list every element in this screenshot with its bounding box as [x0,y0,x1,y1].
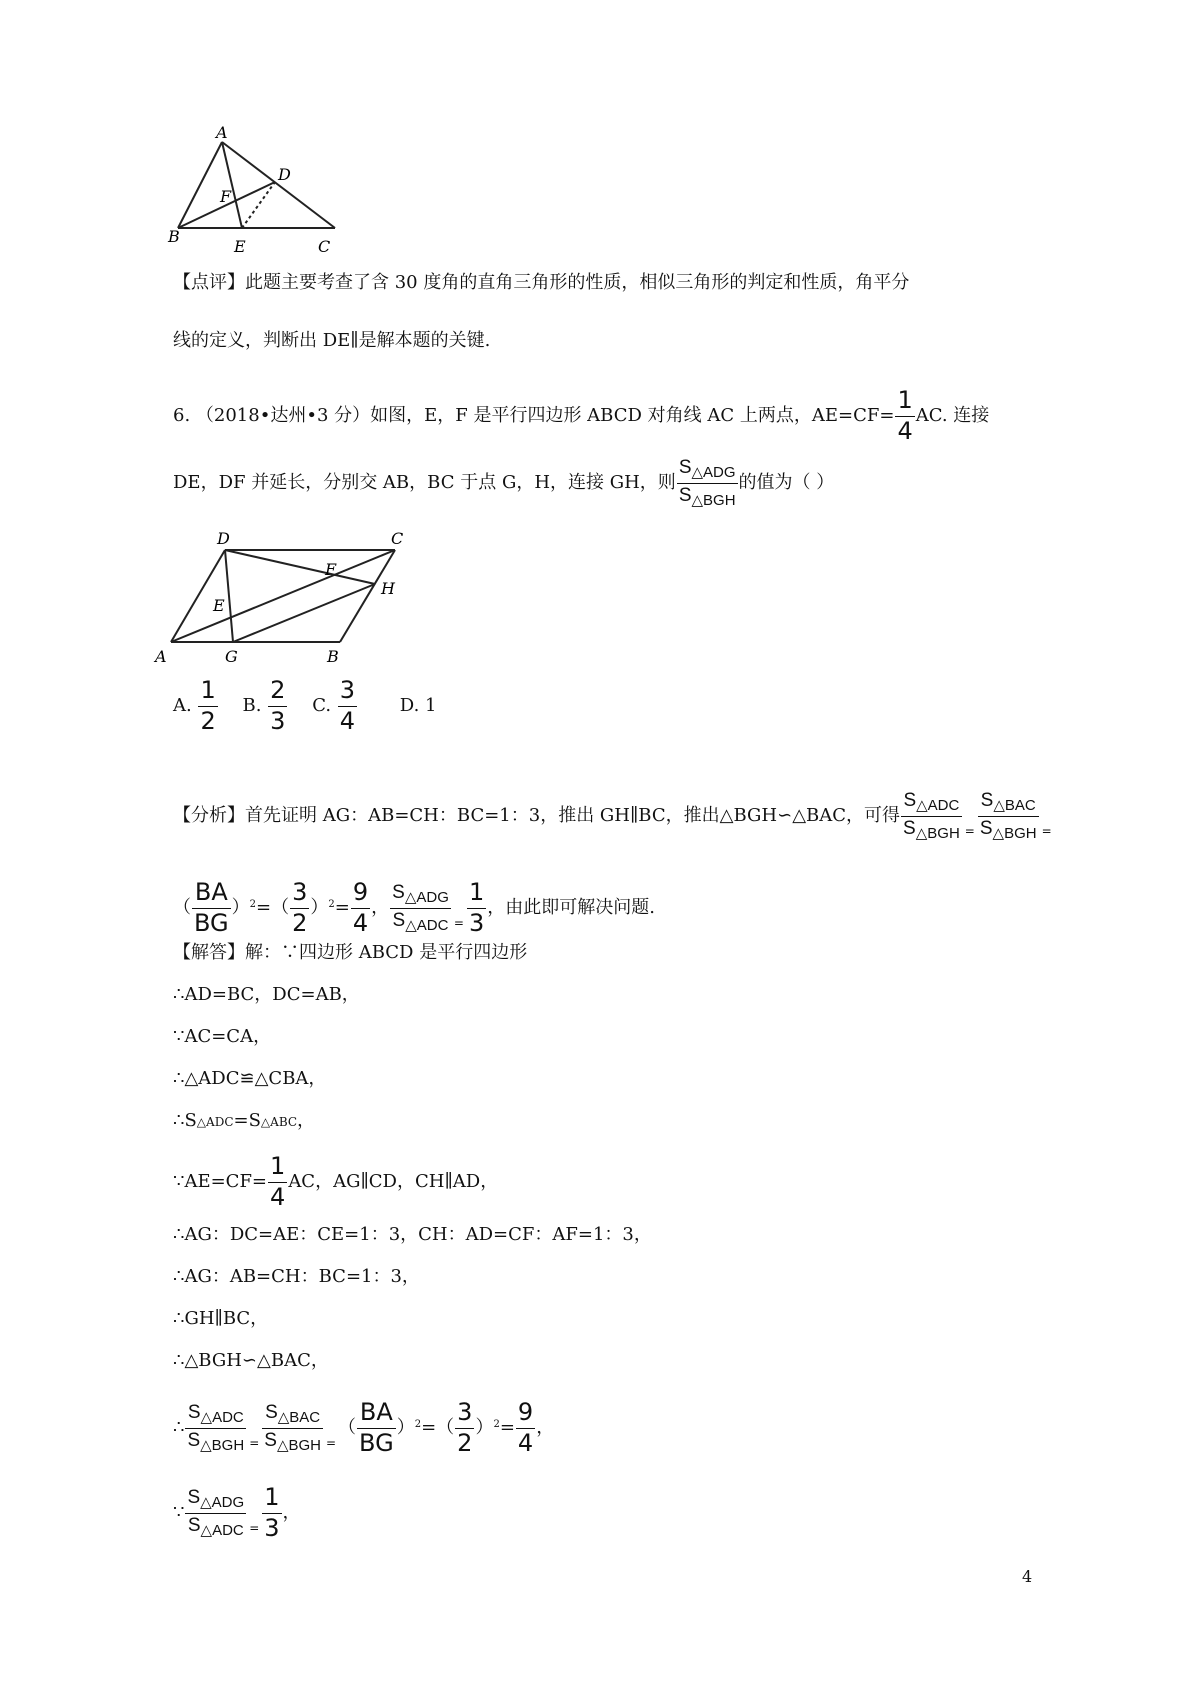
label-b: B [168,227,180,246]
solution-line-9: ∴△BGH∽△BAC， [173,1350,329,1371]
solution-line-11: ∵ $\frac{S_{\triangle ADG}}{S_{\triangle ADC}}$ $_=$ $\frac{1}{3}$ ， [173,1483,301,1542]
label-c: C [318,237,331,256]
comment-line-2: 线的定义，判断出 DE∥是解本题的关键. [173,330,491,351]
option-c: C. [312,695,332,716]
label-h2: H [381,579,395,598]
label-d: D [278,165,291,184]
question-line-2: DE，DF 并延长，分别交 AB，BC 于点 G，H，连接 GH，则 $\frac{S_{\triangle ADG}}{S_{\triangle BGH}}$ 的值为（ ） [173,456,835,509]
solution-line-5: ∵AE=CF= $\frac{1}{4}$ AC，AG∥CD，CH∥AD， [173,1152,499,1211]
options-row [173,676,436,736]
label-b2: B [327,647,339,666]
solution-line-4: ∴S△ADC=S△ABC， [173,1110,316,1131]
question-line-1: 6. （2018•达州•3 分）如图，E，F 是平行四边形 ABCD 对角线 AC 上两点，AE=CF= $\frac{1}{4}$ AC. 连接 [173,386,990,445]
label-f2: F [325,560,337,579]
analysis-line-2: （ $\frac{BA}{BG}$ ）$^2$=（ $\frac{3}{2}$ ）$^2$= $\frac{9}{4}$ ， $\frac{S_{\triangle ADG}}{S_{\triangle ADC}}$ $_=$ $\frac{1}{3}$ ，由此即可解决问题. [173,878,655,937]
label-a2: A [155,647,167,666]
solution-line-6: ∴AG：DC=AE：CE=1：3，CH：AD=CF：AF=1：3， [173,1224,652,1245]
parallelogram-figure [155,529,415,667]
option-a-fraction: $\frac{1}{2}$ [200,676,216,735]
option-b: B. [242,695,262,716]
analysis-frac-adg-adc: $\frac{S_{\triangle ADG}}{S_{\triangle ADC}}$ [392,881,449,934]
solution-line-3: ∴△ADC≌△CBA， [173,1068,327,1089]
label-d2: D [217,529,230,548]
comment-line-1: 【点评】此题主要考查了含 30 度角的直角三角形的性质，相似三角形的判定和性质，角平分 [173,272,910,293]
solution-line-7: ∴AG：AB=CH：BC=1：3， [173,1266,420,1287]
fraction-quarter: $\frac{1}{4}$ [897,386,913,445]
triangle-figure [168,123,360,275]
solution-line-1: ∴AD=BC，DC=AB， [173,984,360,1005]
analysis-line-1: 【分析】首先证明 AG：AB=CH：BC=1：3，推出 GH∥BC，推出△BGH∽△BAC，可得 $\frac{S_{\triangle ADC}}{S_{\triangle BGH}}$ $_=$ $\frac{S_{\triangle BAC}}{S_{\triangle BGH}}$ $_=$ [173,789,1052,842]
solution-line-8: ∴GH∥BC， [173,1308,269,1329]
option-b-fraction: $\frac{2}{3}$ [270,676,286,735]
question-text: 6. （2018•达州•3 分）如图，E，F 是平行四边形 ABCD 对角线 AC 上两点，AE=CF= [173,405,895,426]
solution-line-10: ∴ $\frac{S_{\triangle ADC}}{S_{\triangle BGH}}$ $_=$ $\frac{S_{\triangle BAC}}{S_{\triangle BGH}}$ $_=$（ $\frac{BA}{BG}$ ）$^2$=（ $\frac{3}{2}$ ）$^2$= $\frac{9}{4}$ ， [173,1398,555,1457]
label-c2: C [391,529,404,548]
solution-header: 【解答】解：∵四边形 ABCD 是平行四边形 [173,942,528,963]
fraction-area-adg-bgh: $\frac{S_{\triangle ADG}}{S_{\triangle BGH}}$ [678,456,736,509]
option-c-fraction: $\frac{3}{4}$ [339,676,356,735]
solution-line-2: ∵AC=CA， [173,1026,272,1047]
label-a: A [216,123,228,142]
option-a: A. [173,695,192,716]
analysis-frac-ba-bg: $\frac{BA}{BG}$ [194,878,229,937]
analysis-frac-1: $\frac{S_{\triangle ADC}}{S_{\triangle BGH}}$ [903,789,960,842]
analysis-frac-2: $\frac{S_{\triangle BAC}}{S_{\triangle BGH}}$ [979,789,1037,842]
label-e: E [234,237,246,256]
label-e2: E [213,596,225,615]
label-f: F [220,187,232,206]
page-number: 4 [1022,1567,1033,1586]
label-g2: G [225,647,238,666]
option-d: D. 1 [399,695,437,716]
